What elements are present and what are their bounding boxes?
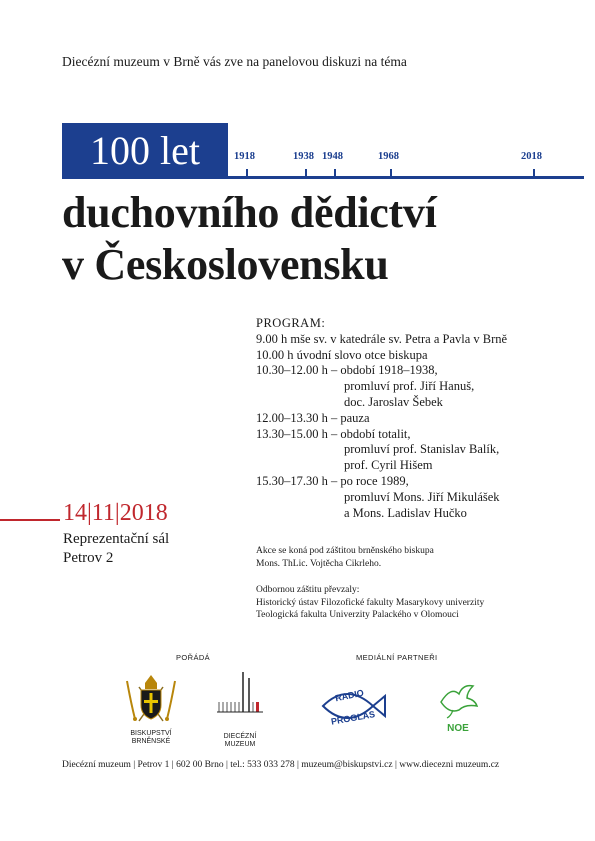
expert-label: Odbornou záštitu převzaly: <box>256 585 360 595</box>
title-line-2: v Československu <box>62 240 389 289</box>
biskupstvi-line-2: BRNĚNSKÉ <box>131 738 171 745</box>
program-line: 10.00 h úvodní slovo otce biskupa <box>256 347 428 362</box>
program-line: 9.00 h mše sv. v katedrále sv. Petra a Pavla v Brně <box>256 331 508 346</box>
media-partners-caption: MEDIÁLNÍ PARTNEŘI <box>356 653 438 662</box>
patronage-note <box>256 545 434 570</box>
program-line: 15.30–17.30 h – po roce 1989, <box>256 473 409 488</box>
timeline-year: 1938 <box>293 151 314 162</box>
radio-proglas-logo <box>317 684 391 730</box>
timeline-year: 1918 <box>234 151 255 162</box>
timeline-year: 1968 <box>378 151 399 162</box>
venue-line-1: Reprezentační sál <box>63 531 170 547</box>
date-rule <box>0 519 60 521</box>
biskupstvi-line-1: BISKUPSTVÍ <box>130 730 172 737</box>
cathedral-icon <box>213 668 267 728</box>
program-line: promluví prof. Stanislav Balík, <box>344 442 500 457</box>
dove-icon <box>433 680 483 720</box>
expert-line-1: Historický ústav Filozofické fakulty Masarykovy univerzity <box>256 597 485 608</box>
noe-text: NOE <box>447 723 469 734</box>
timeline-tick <box>305 169 307 177</box>
muzeum-line-2: MUZEUM <box>224 741 256 748</box>
biskupstvi-brnenske-logo <box>121 673 181 753</box>
footer-contact: Diecézní muzeum | Petrov 1 | 602 00 Brno | tel.: 533 033 278 | muzeum@biskupstvi.cz | www.diecezni muzeum.cz <box>62 760 500 770</box>
timeline-tick <box>246 169 248 177</box>
muzeum-line-1: DIECÉZNÍ <box>223 733 257 740</box>
timeline-tick <box>334 169 336 177</box>
program-line: doc. Jaroslav Šebek <box>344 394 443 409</box>
program-line: 12.00–13.30 h – pauza <box>256 410 370 425</box>
expert-line-2: Teologická fakulta Univerzity Palackého v Olomouci <box>256 610 459 621</box>
coat-of-arms-icon <box>121 673 181 725</box>
timeline-line <box>228 176 584 179</box>
radio-bottom-text: PROGLAS <box>330 709 376 727</box>
event-venue <box>63 530 169 568</box>
program-line: prof. Cyril Hišem <box>344 458 433 473</box>
program <box>256 316 507 521</box>
program-lines <box>256 332 507 522</box>
fish-icon <box>317 684 391 730</box>
program-line: promluví prof. Jiří Hanuš, <box>344 379 475 394</box>
timeline-tick <box>390 169 392 177</box>
timeline-tick <box>533 169 535 177</box>
event-date: 14|11|2018 <box>63 500 168 526</box>
program-line: a Mons. Ladislav Hučko <box>344 505 467 520</box>
patronage-line-1: Akce se koná pod záštitou brněnského biskupa <box>256 546 434 556</box>
noe-logo <box>433 680 483 736</box>
timeline-year: 2018 <box>521 151 542 162</box>
patronage-line-2: Mons. ThLic. Vojtěcha Cikrleho. <box>256 558 382 569</box>
invitation-text: Diecézní muzeum v Brně vás zve na panelovou diskuzi na téma <box>62 54 407 69</box>
diecezni-muzeum-logo <box>213 668 267 752</box>
program-line: 10.30–12.00 h – období 1918–1938, <box>256 363 438 378</box>
program-line: promluví Mons. Jiří Mikulášek <box>344 489 500 504</box>
program-line: 13.30–15.00 h – období totalit, <box>256 426 411 441</box>
program-label: PROGRAM: <box>256 316 326 330</box>
radio-top-text: RADIO <box>334 687 365 704</box>
expert-patronage <box>256 584 484 622</box>
title-line-1: duchovního dědictví <box>62 188 437 237</box>
title-highlight: 100 let <box>62 123 228 179</box>
timeline-year: 1948 <box>322 151 343 162</box>
venue-line-2: Petrov 2 <box>63 550 114 566</box>
organizer-caption: POŘÁDÁ <box>176 653 211 662</box>
